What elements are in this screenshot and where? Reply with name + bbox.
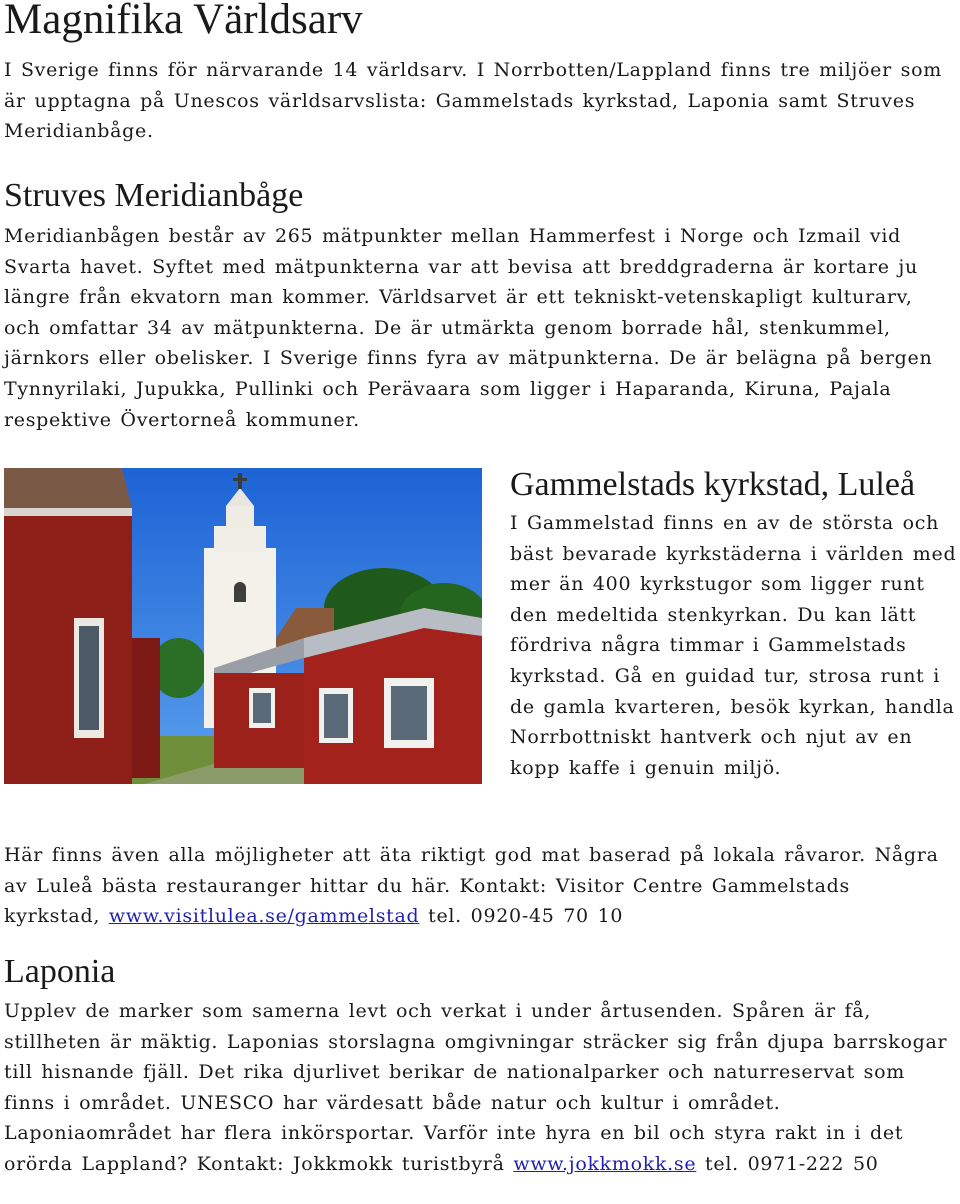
gammelstad-photo <box>4 468 482 784</box>
laponia-phone-text: tel. 0971-222 50 <box>696 1152 879 1175</box>
gammelstad-contact-paragraph <box>4 840 949 932</box>
gammelstad-paragraph: I Gammelstad finns en av de största och bäst bevarade kyrkstäderna i världen med mer än 400 kyrkstugor som ligger runt den medeltida stenkyrkan. Du kan lätt fördriva några timmar i Gammelstads kyrkstad. Gå en guidad tur, strosa runt i de gamla kvarteren, besök kyrkan, handla Norrbottniskt hantverk och njut av en kopp kaffe i genuin miljö. <box>510 512 957 779</box>
page-title: Magnifika Världsarv <box>4 0 363 43</box>
gammelstad-phone-text: tel. 0920-45 70 10 <box>419 905 624 928</box>
laponia-paragraph <box>4 996 949 1180</box>
gammelstad-contact-text: Här finns även alla möjligheter att äta riktigt god mat baserad på lokala råvaror. Några av Luleå bästa restauranger hittar du här. Kontakt: Visitor Centre Gammelstads kyrkstad, <box>4 844 939 928</box>
gammelstad-heading: Gammelstads kyrkstad, Luleå <box>510 466 916 503</box>
intro-paragraph: I Sverige finns för närvarande 14 världsarv. I Norrbotten/Lappland finns tre miljöer som är upptagna på Unescos världsarvslista: Gammelstads kyrkstad, Laponia samt Struves Meridianbåge. <box>4 59 942 143</box>
jokkmokk-link[interactable]: www.jokkmokk.se <box>513 1152 697 1175</box>
visitlulea-link[interactable]: www.visitlulea.se/gammelstad <box>108 905 420 928</box>
laponia-heading: Laponia <box>4 953 116 990</box>
struve-paragraph: Meridianbågen består av 265 mätpunkter mellan Hammerfest i Norge och Izmail vid Svarta havet. Syftet med mätpunkterna var att bevisa att breddgraderna är kortare ju längre från ekvatorn man kommer. Världsarvet är ett tekniskt-vetenskapligt kulturarv, och omfattar 34 av mätpunkterna. De är utmärkta genom borrade hål, stenkummel, järnkors eller obelisker. I Sverige finns fyra av mätpunkterna. De är belägna på bergen Tynnyrilaki, Jupukka, Pullinki och Perävaara som ligger i Haparanda, Kiruna, Pajala respektive Övertorneå kommuner. <box>4 225 933 431</box>
laponia-text: Upplev de marker som samerna levt och verkat i under årtusenden. Spåren är få, stillheten är mäktig. Laponias storslagna omgivningar sträcker sig från djupa barrskogar till hisnande fjäll. Det rika djurlivet berikar de nationalparker och naturreservat som finns i området. UNESCO har värdesatt både natur och kultur i området. Laponiaområdet har flera inkörsportar. Varför inte hyra en bil och styra rakt in i det orörda Lappland? Kontakt: Jokkmokk turistbyrå <box>4 1000 948 1175</box>
struve-heading: Struves Meridianbåge <box>4 177 304 214</box>
